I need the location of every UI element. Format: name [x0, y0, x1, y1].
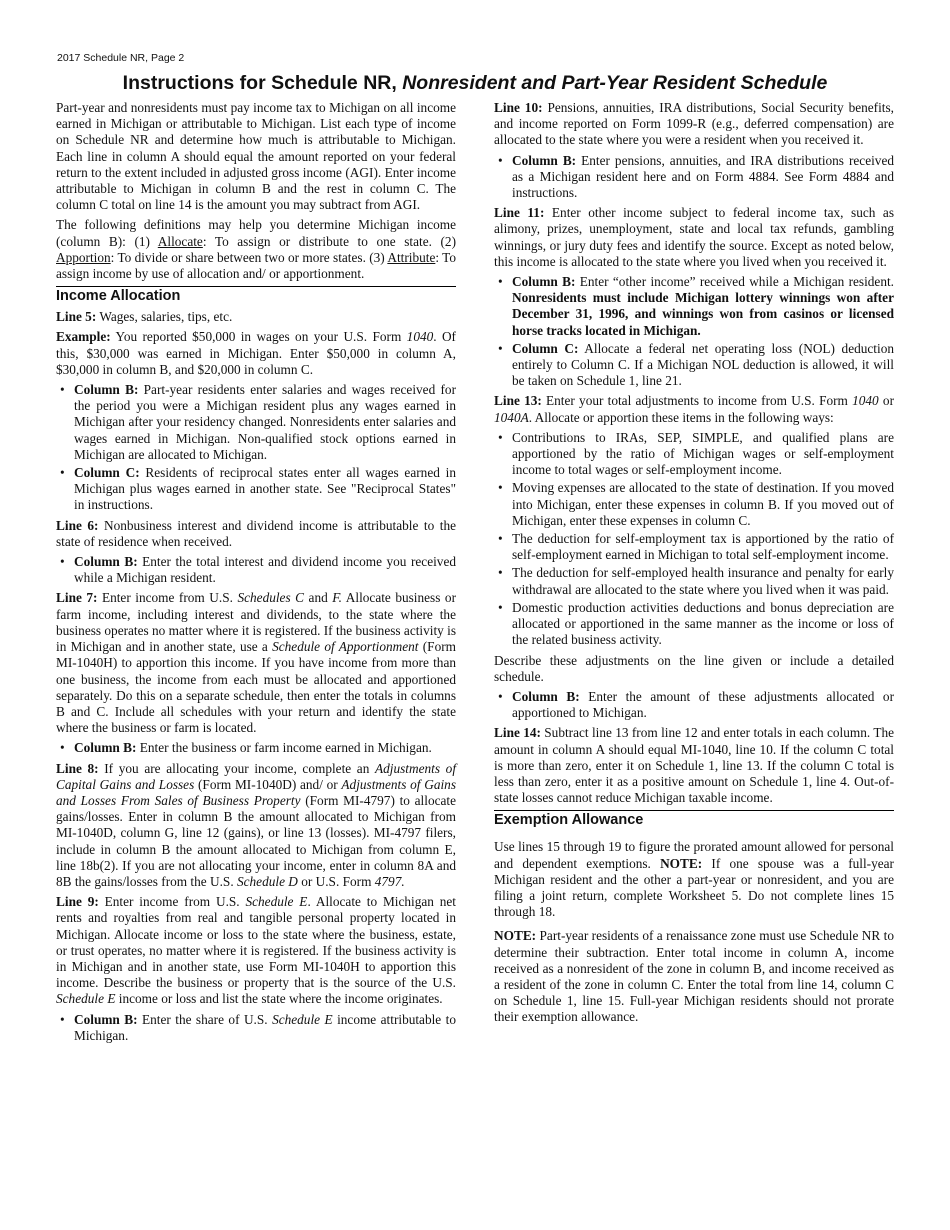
line-10-list	[494, 153, 894, 202]
note-label: NOTE:	[660, 855, 703, 871]
list-item: • Domestic production activities deductions and bonus depreciation are allocated or apportioned in the same manner as the income or loss of the related business activity.	[494, 600, 894, 649]
column-label: Column B:	[74, 1011, 138, 1027]
list-item: • Moving expenses are allocated to the state of destination. If you moved into Michigan, enter these expenses in column B. If you moved out of Michigan, enter these expenses in column C.	[494, 480, 894, 529]
column-label: Column B:	[74, 740, 137, 756]
text: Part-year residents of a renaissance zone must use Schedule NR to determine their subtraction. Enter total income in column A, income received as a nonresident of the zone in column B, and income received as a resident of the zone in column C. Enter the total from line 14, column C on Schedule 1, line 15. Full-year Michigan residents should not prorate their exemption allowance.	[494, 928, 894, 1025]
line-label: Line 8:	[56, 760, 99, 776]
text: Enter income from U.S.	[97, 590, 238, 606]
text: Enter the business or farm income earned in Michigan.	[136, 740, 432, 756]
list-item	[494, 274, 894, 339]
text: Subtract line 13 from line 12 and enter totals in each column. The amount in column A should equal MI-1040, line 10. If the column C total is more than zero, enter it on Schedule 1, line 13. If the column C total is less than zero, enter it as a positive amount on Schedule 1, line 4. Out-of-state losses cannot reduce Michigan taxable income.	[494, 725, 894, 806]
form-name: 1040	[406, 329, 434, 345]
form-name: 1040A	[494, 409, 529, 425]
term-attribute: Attribute	[387, 249, 436, 265]
text: Enter income from U.S.	[98, 894, 246, 910]
form-name: Schedule of Apportionment	[272, 639, 419, 655]
intro-paragraph-2	[56, 217, 456, 282]
line-6	[56, 518, 456, 550]
bold-note: Nonresidents must include Michigan lottery winnings won after December 31, 1996, and winnings won from casinos or licensed horse tracks located in Michigan.	[512, 290, 894, 338]
line-14	[494, 725, 894, 806]
line-label: Line 13:	[494, 393, 542, 409]
line-6-list	[56, 554, 456, 586]
line-label: Line 6:	[56, 517, 99, 533]
line-10	[494, 100, 894, 149]
form-name: Schedule E	[245, 894, 308, 910]
list-item	[56, 740, 456, 756]
column-label: Column B:	[74, 382, 139, 398]
text: The following definitions may help you determine Michigan income (column B): (1)	[56, 217, 456, 249]
intro-paragraph-1: Part-year and nonresidents must pay income tax to Michigan on all income earned in Michigan or attributable to Michigan. List each type of income on Schedule NR and determine how much is attributable to Michigan. Each line in column A should equal the amount reported on your federal return to the extent included in adjusted gross income (AGI). Enter income attributable to Michigan in column B and the rest in column C. The column C total on line 14 is the amount you may subtract from AGI.	[56, 100, 456, 213]
text: Pensions, annuities, IRA distributions, Social Security benefits, and income reported on Form 1099-R (e.g., deferred compensation) are allocated to the state where you were a resident when you received it.	[494, 100, 894, 148]
form-name: Schedules C	[237, 590, 305, 606]
form-name: F.	[332, 590, 342, 606]
text: Enter pensions, annuities, and IRA distributions received as a Michigan resident here and on Form 4884. See Form 4884 and instructions.	[512, 152, 895, 201]
text: Allocate a federal net operating loss (NOL) deduction entirely to Column C. If a Michigan NOL deduction is allowed, it will be taken on Schedule 1, line 21.	[512, 340, 894, 389]
text: Wages, salaries, tips, etc.	[96, 309, 233, 325]
column-label: Column B:	[512, 688, 580, 704]
text: or U.S. Form	[297, 873, 375, 889]
line-9	[56, 894, 456, 1007]
text: : To assign or distribute to one state. (2)	[202, 233, 456, 249]
form-name: Adjustments of Capital Gains and Losses	[56, 760, 457, 792]
line-label: Line 7:	[56, 590, 98, 606]
line-label: Line 14:	[494, 725, 541, 741]
note-label: NOTE:	[494, 928, 537, 944]
text: Residents of reciprocal states enter all wages earned in Michigan plus wages earned in another state. See "Reciprocal States" in instructions.	[74, 465, 456, 513]
line-label: Line 10:	[494, 100, 543, 115]
text: Enter the total interest and dividend income you received while a Michigan resident.	[74, 554, 456, 586]
form-name: Schedule D	[236, 873, 298, 889]
term-apportion: Apportion	[56, 249, 111, 265]
text: (Form MI-1040D) and/ or	[194, 776, 342, 792]
column-label: Column B:	[74, 554, 138, 570]
left-column	[56, 100, 456, 1048]
text: Nonbusiness interest and dividend income is attributable to the state of residence when received.	[56, 517, 456, 549]
right-column	[494, 100, 894, 1030]
term-allocate: Allocate	[157, 233, 203, 249]
text: Allocate business or farm income, including interest and dividends, to the state where the business operates no matter where it is registered. If the business activity is in Michigan and in another state, use a	[56, 590, 456, 655]
text: Enter “other income” received while a Michigan resident.	[575, 274, 895, 290]
page-label: 2017 Schedule NR, Page 2	[57, 52, 185, 64]
line-9-list	[56, 1012, 456, 1044]
line-8	[56, 761, 456, 891]
line-13-list	[494, 430, 894, 649]
exemption-paragraph-2	[494, 928, 894, 1025]
list-item	[56, 465, 456, 514]
example-paragraph	[56, 329, 456, 378]
text: If one spouse was a full-year Michigan resident and the other a part-year or nonresident, and you are filing a joint return, complete Worksheet 5. Do not complete lines 15 through 18.	[494, 855, 894, 920]
list-item	[56, 1012, 456, 1044]
form-name: 1040	[852, 393, 879, 409]
title-main: Instructions for Schedule NR,	[122, 72, 403, 94]
text: (Form MI-1040H) to apportion this income. If you have income from more than one business, the income from each must be allocated and apportioned separately. Do this on a separate schedule, then enter the totals in columns B and C. Include all schedules with your return and identify the state where the business or farm is located.	[56, 639, 456, 736]
text: Enter the share of U.S.	[137, 1011, 273, 1027]
text: or	[878, 393, 894, 409]
text: . Allocate to Michigan net rents and royalties from real and tangible personal property located in Michigan. Allocate income or loss to the state where the business, estate, or trust operates, no matter where it is registered. If the business activity is in Michigan and in another state, use Form MI-1040H to apportion this income. Describe the business or property that is the source of the U.S.	[56, 894, 457, 991]
list-item: • The deduction for self-employed health insurance and penalty for early withdrawal are allocated to the state where you lived when it was paid.	[494, 565, 894, 597]
text: : To divide or share between two or more states. (3)	[110, 249, 388, 265]
text: Enter the amount of these adjustments allocated or apportioned to Michigan.	[512, 688, 894, 721]
line-label: Line 9:	[56, 894, 99, 910]
line-7	[56, 590, 456, 736]
text: You reported $50,000 in wages on your U.S. Form	[110, 329, 407, 345]
column-label: Column C:	[512, 340, 579, 356]
line-5	[56, 309, 456, 325]
list-item: • The deduction for self-employment tax is apportioned by the ratio of self-employment earned in Michigan to total self-employment income.	[494, 531, 894, 563]
list-item	[494, 153, 894, 202]
line-5-list	[56, 382, 456, 514]
list-item	[494, 689, 894, 721]
text: income or loss and list the state where the income originates.	[115, 991, 443, 1007]
line-label: Line 5:	[56, 309, 97, 325]
section-heading-income-allocation: Income Allocation	[56, 286, 456, 305]
form-name: Schedule E	[56, 991, 116, 1007]
text: Enter your total adjustments to income from U.S. Form	[541, 393, 853, 409]
text: Enter other income subject to federal income tax, such as alimony, prizes, unemployment, state and local tax refunds, gambling winnings, or jury duty fees and identify the source. Except as noted below, this income is allocated to the state where you lived when you received it.	[494, 205, 894, 269]
form-name: Adjustments of Gains and Losses From Sales of Business Property	[56, 776, 456, 808]
list-item	[56, 382, 456, 463]
text: (Form MI-4797) to allocate gains/losses. Enter in column B the amount allocated to Michigan from MI-1040D, column G, line 12 (gains), or line 13 (losses). MI-4797 filers, include in column B the amount allocated to Michigan from column E, line 18b(2). If you are not allocating your income, enter in column 8A and 8B the gains/losses from the U.S.	[56, 792, 456, 889]
list-item: • Contributions to IRAs, SEP, SIMPLE, and qualified plans are apportioned by the ratio of Michigan wages or self-employment income to total wages or self-employment income.	[494, 430, 894, 479]
example-label: Example:	[56, 329, 111, 345]
line-13-colb-list	[494, 689, 894, 721]
form-name: 4797.	[374, 873, 405, 889]
title-italic: Nonresident and Part-Year Resident Schedule	[402, 72, 828, 94]
form-name: Schedule E	[272, 1011, 333, 1027]
column-label: Column B:	[512, 274, 576, 290]
exemption-paragraph-1	[494, 839, 894, 920]
line-11-list	[494, 274, 894, 389]
text: Part-year residents enter salaries and wages received for the period you were a Michigan resident plus any wages earned in Michigan after your residency changed. Nonresidents enter salaries and wages earned in Michigan. Non-qualified stock options earned in Michigan are allocated to Michigan.	[74, 382, 456, 462]
text: . Of this, $30,000 was earned in Michigan. Enter $50,000 in column A, $30,000 in column B, and $20,000 in column C.	[56, 329, 456, 377]
line-label: Line 11:	[494, 205, 545, 221]
text: : To assign income by use of allocation and/ or apportionment.	[56, 249, 456, 282]
text: and	[304, 590, 333, 606]
column-label: Column B:	[512, 152, 577, 168]
line-7-list	[56, 740, 456, 756]
text: . Allocate or apportion these items in the following ways:	[528, 409, 834, 425]
section-heading-exemption-allowance: Exemption Allowance	[494, 810, 894, 829]
line-13	[494, 393, 894, 425]
text: income attributable to Michigan.	[74, 1011, 456, 1043]
column-label: Column C:	[74, 465, 140, 481]
text: If you are allocating your income, complete an	[98, 760, 376, 776]
page-title	[0, 72, 950, 95]
line-11	[494, 205, 894, 270]
list-item	[56, 554, 456, 586]
line-13-describe: Describe these adjustments on the line given or include a detailed schedule.	[494, 652, 894, 684]
text: Use lines 15 through 19 to figure the prorated amount allowed for personal and dependent exemptions.	[494, 839, 894, 871]
list-item	[494, 341, 894, 390]
